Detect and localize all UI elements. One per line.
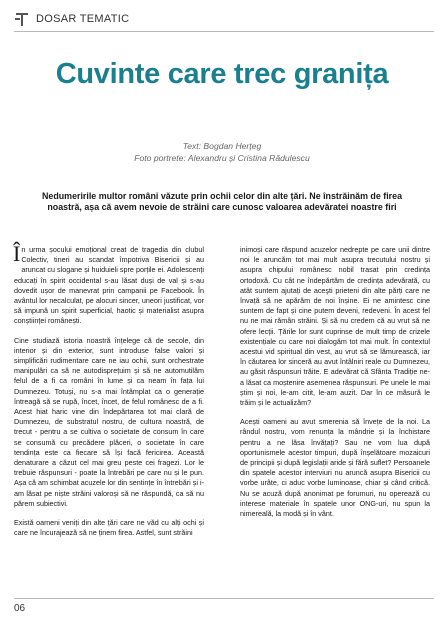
header-divider	[14, 31, 434, 32]
drop-cap: Î	[13, 241, 21, 266]
article-credits	[0, 140, 444, 164]
paragraph-text: n urma șocului emoțional creat de tragedia din clubul Colectiv, tineri au scandat împotriva Bisericii și au aruncat cu slogane și huiduieli spre porțile ei. Adolescenți educați în spirit occidental s-au lăsat duși de val și s-au dovedit ușor de manevrat prin campanii pe Facebook. În avântul lor necalculat, pe alocuri sincer, uneori justificat, vor să impună un spirit superficial, haotic și materialist asupra conștiinței românești.	[14, 245, 204, 326]
paragraph: Există oameni veniți din alte țări care ne văd cu alți ochi și care ne încurajează să ne ținem firea. Astfel, sunt străini	[14, 518, 204, 538]
section-header	[14, 10, 129, 28]
paragraph: Cine studiază istoria noastră înțelege că de secole, din interior și din exterior, sunt introduse false valori și simplificări rudimentare care ne iau ochii, sunt orchestrate manipulări ca să ne autodisprețuim și să ne automutilăm felul de a fi ca români în lume și ca neam în fața lui Dumnezeu. Totuși, nu s-a mai întâmplat ca o generație întreagă să se rupă, încet, încet, de felul românesc de a fi. Acest hiat haric vine din îndepărtarea tot mai clară de Dumnezeu, de substratul nostru, de cultura noastră, de trecut - pentru a se cultiva o societate de consum în care se consumă cu precădere plăceri, o societate în care tendința este ca fiecare să își facă fericirea. Această denaturare a căzut cel mai greu peste cei fragezi. Lor le trebuie răspunsuri - poate la întrebări pe care nu și le pun. Așa că am schimbat acuzele lor din sentințe în întrebări și i-am lăsat pe niște străini valoroși să ne răspundă, ca să nu părem subiectivi.	[14, 335, 204, 508]
paragraph: inimoși care răspund acuzelor nedrepte pe care unii dintre noi le aruncăm tot mai mult asupra trecutului nostru și asupra chipului românesc nobil trasat prin credința ortodoxă. Cu cât ne îndepărtăm de credința adevărată, cu atât suntem ajutați de aceşti prieteni din alte părți care ne învață să ne apărăm de noi înșine. Ei ne amintesc cine suntem de fapt și cine putem deveni, redeveni. În acest fel nu ne mai rămân străini. Și să nu credem că au vrut să ne ofere lecții. Țările lor sunt cuprinse de mult timp de crizele existențiale cu care noi dialogăm tot mai mult. În contextul acestui vid spiritual din vest, au vrut să se lămurească, iar în căutarea lor sinceră au avut întâlniri reale cu Dumnezeu, au găsit răspunsuri trăite. E adevărat că Sfânta Tradiție ne-a lăsat ca moștenire asemenea răspunsuri. Pe unele le mai știm și noi, le-am citit, le-am auzit. Dar în ce măsură le trăim și le actualizăm?	[240, 245, 430, 408]
right-column	[240, 245, 430, 528]
magazine-logo-icon	[14, 11, 30, 27]
text-credit: Text: Bogdan Herțeg	[182, 141, 262, 151]
paragraph: Acești oameni au avut smerenia să învețe de la noi. La rândul nostru, vom renunța la mândrie și la închistare pentru a ne lăsa învățați? Sau ne vom lua după oportunismele acestor timpuri, după înșelătoare mozaicuri de principii și după legislații aride și fără suflet? Persoanele din spatele acestor interviuri nu aruncă asupra Bisericii cu vorbe urâte, ci aduc vorbe luminoase, chiar și când critică. Nu se acuză după anonimat pe forumuri, nu operează cu interese materiale în spatele unor ONG-uri, nu spun la nimereală, la modă și în vânt.	[240, 417, 430, 519]
page-number: 06	[14, 603, 26, 614]
article-title: Cuvinte care trec granița	[55, 58, 389, 90]
photo-credit: Foto portrete: Alexandru și Cristina Rădulescu	[134, 153, 310, 163]
paragraph	[13, 241, 204, 327]
footer-divider	[14, 598, 434, 599]
section-label: DOSAR TEMATIC	[36, 13, 130, 25]
left-column	[13, 241, 204, 547]
article-lead: Nedumeririle multor români văzute prin ochii celor din alte țări. Ne înstrăinăm de firea noastră, așa că avem nevoie de străini care cunosc valoarea adevăratei noastre firi	[41, 191, 403, 212]
